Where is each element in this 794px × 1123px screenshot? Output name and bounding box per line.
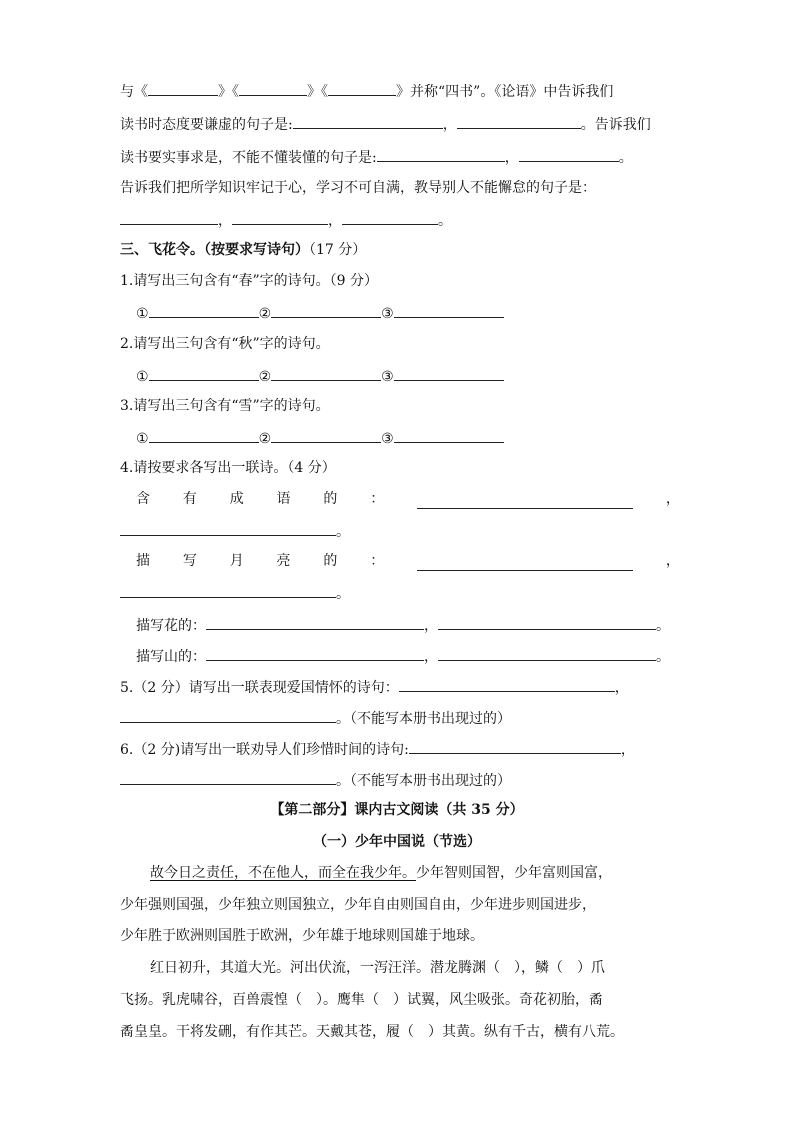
q6-blank-2[interactable] [120,769,336,785]
q3-blank-1[interactable] [149,427,259,443]
q3-blank-2[interactable] [271,427,381,443]
q5-line: 5.（2 分）请写出一联表现爱国情怀的诗句： ， [120,676,629,698]
q4-prompt: 4.请按要求各写出一联诗。（4 分） [120,460,336,476]
passage1-line-2: 少年强则国强，少年独立则国独立，少年自由则国自由，少年进步则国进步， [120,897,596,913]
q4b-line: 描 写 月 亮 的 ： ， [136,553,680,569]
q4b-line-2: 。 [120,582,350,604]
q3-blanks: ① ② ③ [136,427,504,449]
part2-header: 【第二部分】课内古文阅读（共 35 分） [270,802,524,818]
q4b-blank-1[interactable] [417,555,633,571]
passage2-line-2: 飞扬。乳虎啸谷，百兽震惶（ ）。鹰隼（ ）试翼，风尘吸张。奇花初胎，矞 [120,992,603,1008]
q4a-line-2: 。 [120,520,350,542]
lunyu-learn-line: 告诉我们把所学知识牢记于心，学习不可自满，教导别人不能懈怠的句子是： [120,180,596,196]
blank-learn-1[interactable] [120,209,218,225]
passage2-line-1: 红日初升，其道大光。河出伏流，一泻汪洋。潜龙腾渊（ ），鳞（ ）爪 [150,960,605,976]
q1-blank-2[interactable] [271,302,381,318]
lunyu-learn-blanks: ， ， 。 [120,209,452,231]
q3-blank-3[interactable] [394,427,504,443]
lunyu-honest-line: 读书要实事求是，不能不懂装懂的句子是: ， 。 [120,146,633,168]
q1-blank-3[interactable] [394,302,504,318]
q6-line: 6.（2 分)请写出一联劝导人们珍惜时间的诗句: ， [120,738,635,760]
q5-blank-1[interactable] [399,676,615,692]
q1-blanks: ① ② ③ [136,302,504,324]
q6-line-2: 。（不能写本册书出现过的） [120,769,511,791]
q4d-blank-1[interactable] [206,645,424,661]
q2-blank-3[interactable] [394,365,504,381]
q2-blank-2[interactable] [271,365,381,381]
q4c-line: 描写花的： ， 。 [136,614,670,636]
q5-line-2: 。（不能写本册书出现过的） [120,707,511,729]
sishu-line: 与《 》《 》《 》并称“四书”。《论语》中告诉我们 [120,80,613,102]
q4a-line: 含 有 成 语 的 ： ， [136,491,680,507]
q2-blank-1[interactable] [149,365,259,381]
q4a-blank-1[interactable] [417,493,633,509]
passage2-line-3: 矞皇皇。干将发硎，有作其芒。天戴其苍，履（ ）其黄。纵有千古，横有八荒。 [120,1024,624,1040]
q3-prompt: 3.请写出三句含有“雪”字的诗句。 [120,398,330,414]
section3-title: 三、飞花令。（按要求写诗句）（17 分） [120,242,367,258]
passage1-line-1: 故今日之责任，不在他人，而全在我少年。少年智则国智，少年富则国富， [150,865,612,881]
blank-book-1[interactable] [148,80,218,96]
q5-blank-2[interactable] [120,707,336,723]
q4b-blank-2[interactable] [120,582,336,598]
q6-blank-1[interactable] [409,738,621,754]
q4a-blank-2[interactable] [120,520,336,536]
part2-subtitle: （一）少年中国说（节选） [313,834,481,850]
blank-book-3[interactable] [328,80,396,96]
blank-humble-2[interactable] [457,113,581,129]
blank-learn-2[interactable] [232,209,328,225]
q4d-line: 描写山的： ， 。 [136,645,670,667]
q1-prompt: 1.请写出三句含有“春”字的诗句。（9 分） [120,273,379,289]
blank-book-2[interactable] [239,80,307,96]
blank-humble-1[interactable] [293,113,443,129]
q4c-blank-2[interactable] [438,614,656,630]
blank-learn-3[interactable] [342,209,438,225]
blank-honest-2[interactable] [519,146,619,162]
q4d-blank-2[interactable] [438,645,656,661]
q2-blanks: ① ② ③ [136,365,504,387]
q2-prompt: 2.请写出三句含有“秋”字的诗句。 [120,336,330,352]
lunyu-humble-line: 读书时态度要谦虚的句子是: ， 。告诉我们 [120,113,651,135]
blank-honest-1[interactable] [377,146,505,162]
q1-blank-1[interactable] [149,302,259,318]
q4c-blank-1[interactable] [206,614,424,630]
passage1-line-3: 少年胜于欧洲则国胜于欧洲，少年雄于地球则国雄于地球。 [120,928,484,944]
